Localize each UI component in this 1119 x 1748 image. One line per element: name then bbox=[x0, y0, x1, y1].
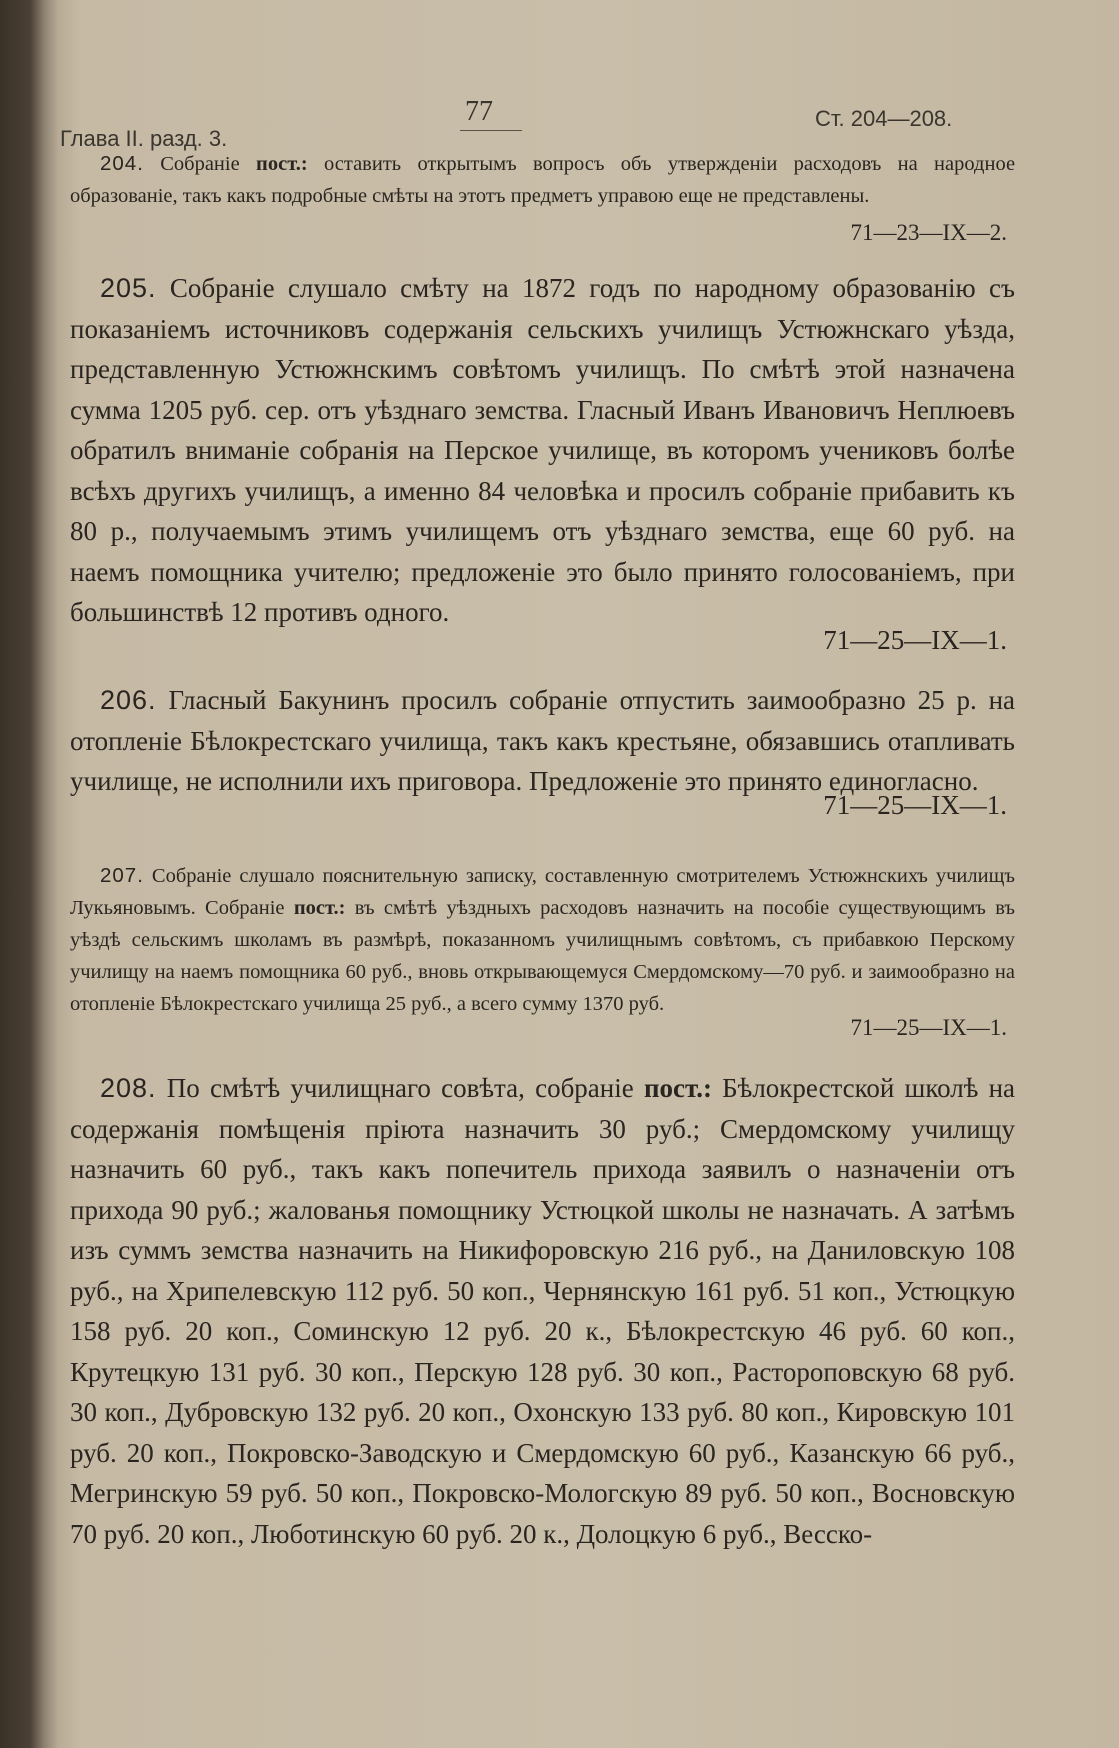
resolution-marker: пост.: bbox=[256, 153, 308, 175]
article-text: въ смѣтѣ уѣздныхъ расходовъ назначить на пособіе существующимъ въ уѣздѣ сельскимъ школамъ въ размѣрѣ, показанномъ училищнымъ совѣтомъ, съ прибавкою Перскому училищу на наемъ помощника 60 руб., вновь открывающемуся Смердомскому—70 руб. и заимообразно на отопленіе Бѣлокрестскаго училища 25 руб., а всего сумму 1370 руб. bbox=[70, 897, 1015, 1015]
article-number: 208. bbox=[100, 1073, 157, 1103]
article-207 bbox=[70, 860, 1015, 1020]
article-208 bbox=[70, 1068, 1015, 1554]
page-number: 77 bbox=[465, 96, 493, 127]
article-number: 205. bbox=[100, 273, 157, 303]
article-204-reference: 71—23—IX—2. bbox=[850, 220, 1007, 245]
page-header bbox=[0, 96, 1119, 151]
article-intro: Собраніе слушало пояснительную записку, составленную смотрителемъ Устюжнскихъ училищъ Лукьяновымъ. Собраніе bbox=[70, 865, 1015, 919]
article-text: Собраніе слушало смѣту на 1872 годъ по народному образованію съ показаніемъ источниковъ содержанія сельскихъ училищъ Устюжнскаго уѣзда, представленную Устюжнскимъ совѣтомъ училищъ. По смѣтѣ этой назначена сумма 1205 руб. сер. отъ уѣзднаго земства. Гласный Иванъ Ивановичъ Неплюевъ обратилъ вниманіе собранія на Перское училище, въ которомъ учениковъ болѣе всѣхъ другихъ училищъ, а именно 84 человѣка и просилъ собраніе прибавить къ 80 р., получаемымъ этимъ училищемъ отъ уѣзднаго земства, еще 60 руб. на наемъ помощника учителю; предложеніе это было принято голосованіемъ, при большинствѣ 12 противъ одного. bbox=[70, 273, 1016, 627]
article-207-reference: 71—25—IX—1. bbox=[850, 1015, 1007, 1040]
resolution-marker: пост.: bbox=[643, 1073, 712, 1103]
article-intro: Собраніе bbox=[160, 153, 240, 175]
article-204 bbox=[70, 148, 1015, 212]
article-205 bbox=[70, 268, 1015, 633]
article-intro: По смѣтѣ училищнаго совѣта, собраніе bbox=[166, 1073, 634, 1103]
article-206-reference: 71—25—IX—1. bbox=[823, 790, 1007, 820]
article-205-reference: 71—25—IX—1. bbox=[823, 625, 1007, 655]
article-number: 206. bbox=[100, 685, 157, 715]
article-text: оставить открытымъ вопросъ объ утвержденіи расходовъ на народное образованіе, такъ какъ подробные смѣты на этотъ предметъ управою еще не представлены. bbox=[70, 153, 1016, 207]
page-number-rule bbox=[460, 130, 522, 131]
article-206 bbox=[70, 680, 1015, 802]
article-range: Ст. 204—208. bbox=[815, 106, 953, 131]
chapter-heading: Глава II. разд. 3. bbox=[60, 126, 228, 151]
resolution-marker: пост.: bbox=[293, 897, 346, 919]
article-text: Гласный Бакунинъ просилъ собраніе отпустить заимообразно 25 р. на отопленіе Бѣлокрестскаго училища, такъ какъ крестьяне, обязавшись отапливать училище, не исполнили ихъ приговора. Предложеніе это принято единогласно. bbox=[70, 685, 1016, 796]
article-number: 207. bbox=[100, 864, 144, 887]
article-number: 204. bbox=[100, 152, 144, 175]
article-text: Бѣлокрестской школѣ на содержанія помѣщенія пріюта назначить 30 руб.; Смердомскому училищу назначить 60 руб., такъ какъ попечитель прихода заявилъ о назначеніи отъ прихода 90 руб.; жалованья помощнику Устюцкой школы не назначать. А затѣмъ изъ суммъ земства назначить на Никифоровскую 216 руб., на Даниловскую 108 руб., на Хрипелевскую 112 руб. 50 коп., Чернянскую 161 руб. 51 коп., Устюцкую 158 руб. 20 коп., Соминскую 12 руб. 20 к., Бѣлокрестскую 46 руб. 60 коп., Крутецкую 131 руб. 30 коп., Перскую 128 руб. 30 коп., Растороповскую 68 руб. 30 коп., Дубровскую 132 руб. 20 коп., Охонскую 133 руб. 80 коп., Кировскую 101 руб. 20 коп., Покровско-Заводскую и Смердомскую 60 руб., Казанскую 66 руб., Мегринскую 59 руб. 50 коп., Покровско-Мологскую 89 руб. 50 коп., Восновскую 70 руб. 20 коп., Люботинскую 60 руб. 20 к., Долоцкую 6 руб., Весско- bbox=[70, 1073, 1016, 1549]
